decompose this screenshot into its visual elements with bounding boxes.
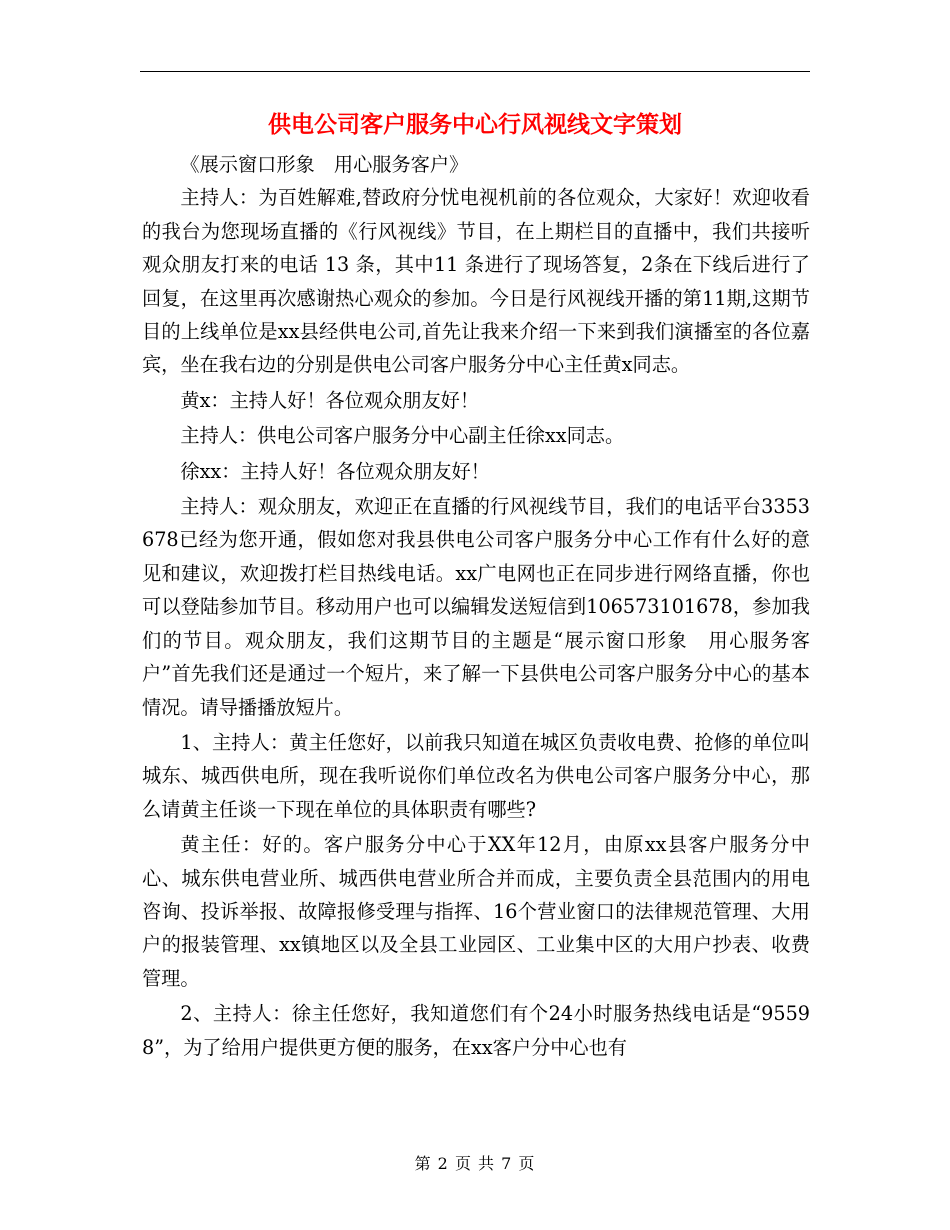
document-body [142,148,810,1064]
body-paragraph: 主持人：为百姓解难,替政府分忧电视机前的各位观众，大家好！欢迎收看的我台为您现场直播的《行风视线》节目，在上期栏目的直播中，我们共接听观众朋友打来的电话 13 条，其中11 条进行了现场答复，2条在下线后进行了回复，在这里再次感谢热心观众的参加。今日是行风视线开播的第11期,这期节目的上线单位是xx县经供电公司,首先让我来介绍一下来到我们演播室的各位嘉宾，坐在我右边的分别是供电公司客户服务分中心主任黄x同志。 [142,186,810,377]
body-paragraph: 黄主任：好的。客户服务分中心于XX年12月，由原xx县客户服务分中心、城东供电营业所、城西供电营业所合并而成，主要负责全县范围内的用电咨询、投诉举报、故障报修受理与指挥、16个营业窗口的法律规范管理、大用户的报装管理、xx镇地区以及全县工业园区、工业集中区的大用户抄表、收费管理。 [142,833,810,990]
body-paragraph: 主持人：供电公司客户服务分中心副主任徐xx同志。 [180,424,625,448]
subtitle-paragraph: 《展示窗口形象 用心服务客户》 [180,153,469,176]
body-paragraph: 徐xx：主持人好！各位观众朋友好！ [180,459,490,483]
document-title: 供电公司客户服务中心行风视线文字策划 [268,111,682,138]
body-paragraph: 2、主持人：徐主任您好，我知道您们有个24小时服务热线电话是“95598”，为了给用户提供更方便的服务，在xx客户分中心也有 [142,1002,810,1059]
header-rule [140,71,810,72]
body-paragraph: 主持人：观众朋友，欢迎正在直播的行风视线节目，我们的电话平台3353678已经为您开通，假如您对我县供电公司客户服务分中心工作有什么好的意见和建议，欢迎拨打栏目热线电话。xx广电网也正在同步进行网络直播，你也可以登陆参加节目。移动用户也可以编辑发送短信到106573101678，参加我们的节目。观众朋友，我们这期节目的主题是“展示窗口形象 用心服务客户”首先我们还是通过一个短片，来了解一下县供电公司客户服务分中心的基本情况。请导播播放短片。 [142,495,810,719]
page-number: 第 2 页 共 7 页 [414,1154,536,1173]
body-paragraph: 黄x：主持人好！各位观众朋友好！ [180,388,480,412]
body-paragraph: 1、主持人：黄主任您好，以前我只知道在城区负责收电费、抢修的单位叫城东、城西供电所，现在我听说你们单位改名为供电公司客户服务分中心，那么请黄主任谈一下现在单位的具体职责有哪些? [142,730,810,821]
